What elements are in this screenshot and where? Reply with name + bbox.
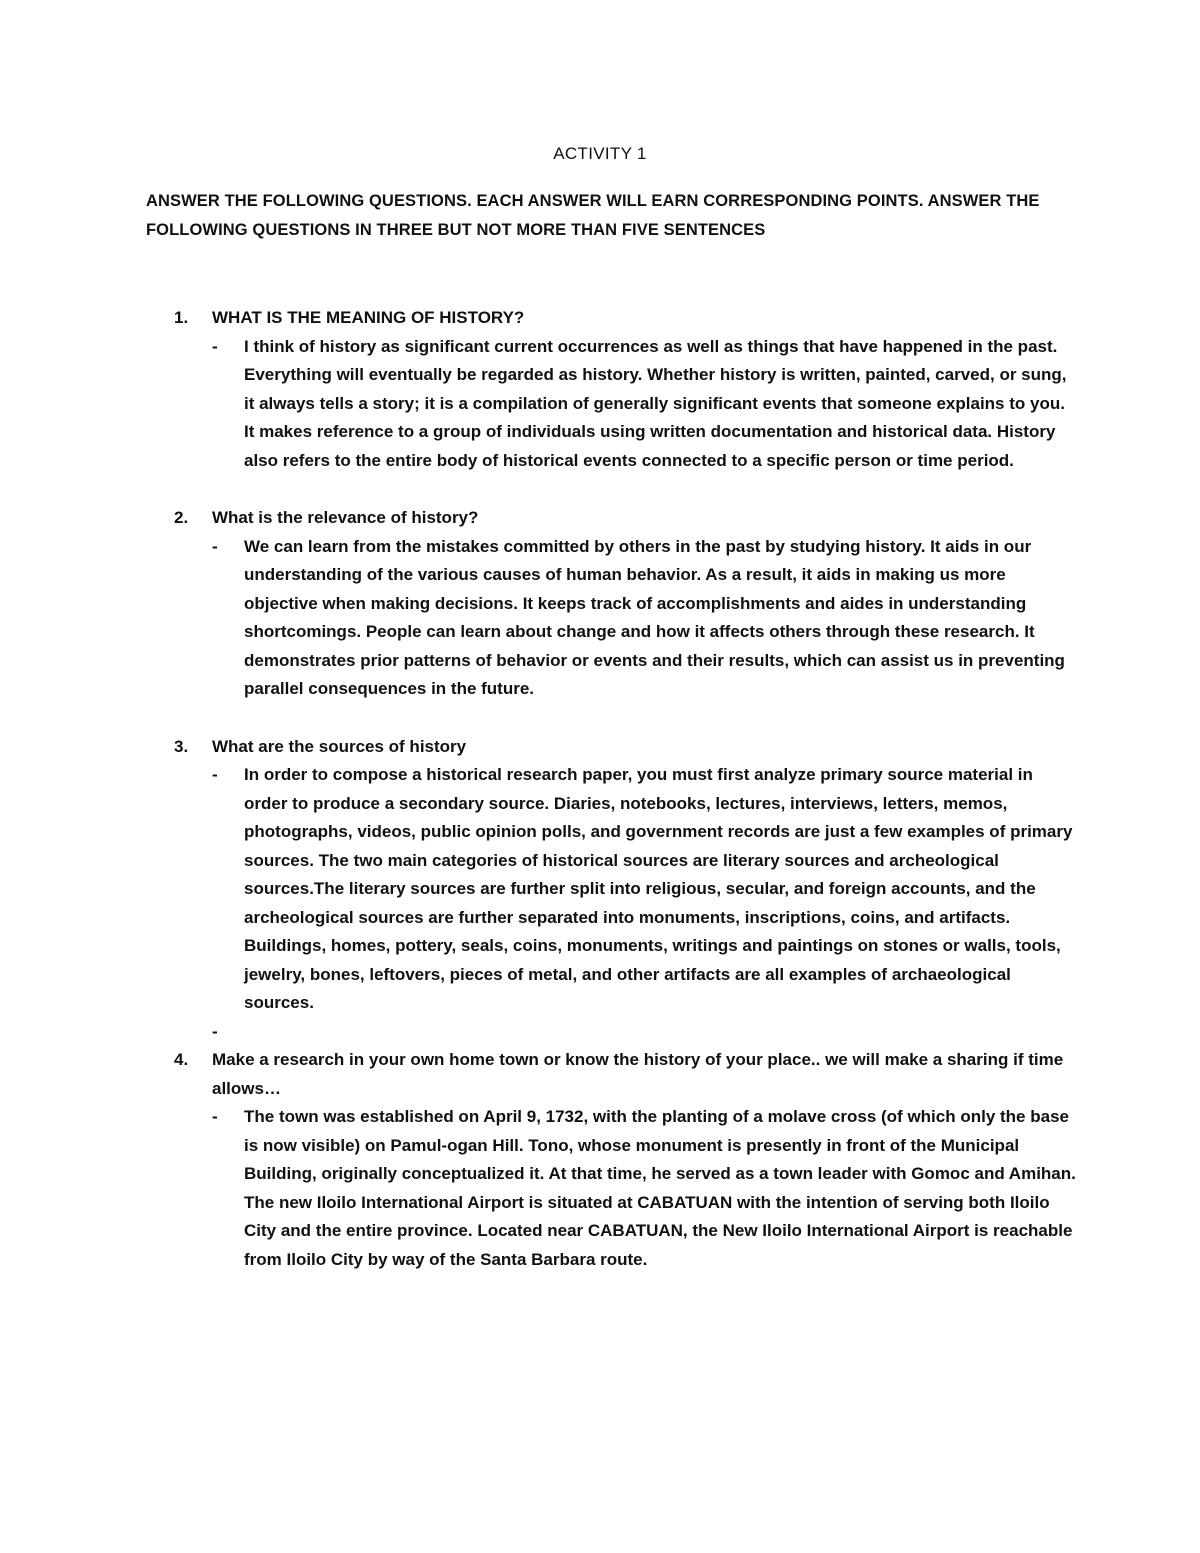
answer-item xyxy=(146,1103,1076,1274)
document-title: ACTIVITY 1 xyxy=(553,144,647,163)
dash-bullet: - xyxy=(212,536,218,556)
question-text: What are the sources of history xyxy=(212,736,467,756)
question-number: 1. xyxy=(174,308,189,327)
question-text: Make a research in your own home town or know the history of your place.. we will make a sharing if time allows… xyxy=(212,1050,1064,1098)
answer-list xyxy=(146,533,1076,704)
answer-list xyxy=(146,1103,1076,1274)
answer-text xyxy=(244,1018,1076,1047)
question-text: WHAT IS THE MEANING OF HISTORY? xyxy=(212,308,525,327)
question-item-4 xyxy=(146,1046,1076,1274)
answer-text: The town was established on April 9, 1732, with the planting of a molave cross (of which only the base is now visible) on Pamul-ogan Hill. Tono, whose monument is presently in front of the Municipal Building, originally conceptualized it. At that time, he served as a town leader with Gomoc and Amihan. The new Iloilo International Airport is situated at CABATUAN with the intention of serving both Iloilo City and the entire province. Located near CABATUAN, the New Iloilo International Airport is reachable from Iloilo City by way of the Santa Barbara route. xyxy=(244,1107,1076,1269)
question-number: 3. xyxy=(174,736,189,756)
question-item-3 xyxy=(146,733,1076,1047)
answer-list xyxy=(146,761,1076,1046)
answer-item xyxy=(146,533,1076,704)
dash-bullet: - xyxy=(212,1107,218,1126)
question-text: What is the relevance of history? xyxy=(212,508,479,527)
dash-bullet: - xyxy=(212,336,218,356)
answer-text: We can learn from the mistakes committed by others in the past by studying history. It aids in our understanding of the various causes of human behavior. As a result, it aids in making us more objective when making decisions. It keeps track of accomplishments and aides in understanding shortcomings. People can learn about change and how it affects others through these research. It demonstrates prior patterns of behavior or events and their results, which can assist us in preventing parallel consequences in the future. xyxy=(244,536,1065,698)
question-number: 4. xyxy=(174,1050,189,1069)
answer-item xyxy=(146,761,1076,1018)
questions-list xyxy=(146,304,1076,1303)
question-item-2 xyxy=(146,504,1076,704)
dash-bullet: - xyxy=(212,765,218,784)
dash-bullet: - xyxy=(212,1021,218,1041)
question-number: 2. xyxy=(174,508,189,527)
answer-text: I think of history as significant current occurrences as well as things that have happened in the past. Everything will eventually be regarded as history. Whether history is written, painted, carved, or sung, it always tells a story; it is a compilation of generally significant events that someone explains to you. It makes reference to a group of individuals using written documentation and historical data. History also refers to the entire body of historical events connected to a specific person or time period. xyxy=(244,336,1067,470)
question-item-1 xyxy=(146,304,1076,475)
answer-list xyxy=(146,333,1076,476)
instructions-text: ANSWER THE FOLLOWING QUESTIONS. EACH ANSWER WILL EARN CORRESPONDING POINTS. ANSWER THE FOLLOWING QUESTIONS IN THREE BUT NOT MORE THAN FIVE SENTENCES xyxy=(146,192,1040,239)
answer-item xyxy=(146,333,1076,476)
answer-item-empty xyxy=(146,1018,1076,1047)
answer-text: In order to compose a historical research paper, you must first analyze primary source material in order to produce a secondary source. Diaries, notebooks, lectures, interviews, letters, memos, photographs, videos, public opinion polls, and government records are just a few examples of primary sources. The two main categories of historical sources are literary sources and archeological sources.The literary sources are further split into religious, secular, and foreign accounts, and the archeological sources are further separated into monuments, inscriptions, coins, and artifacts. Buildings, homes, pottery, seals, coins, monuments, writings and paintings on stones or walls, tools, jewelry, bones, leftovers, pieces of metal, and other artifacts are all examples of archaeological sources. xyxy=(244,765,1073,1012)
